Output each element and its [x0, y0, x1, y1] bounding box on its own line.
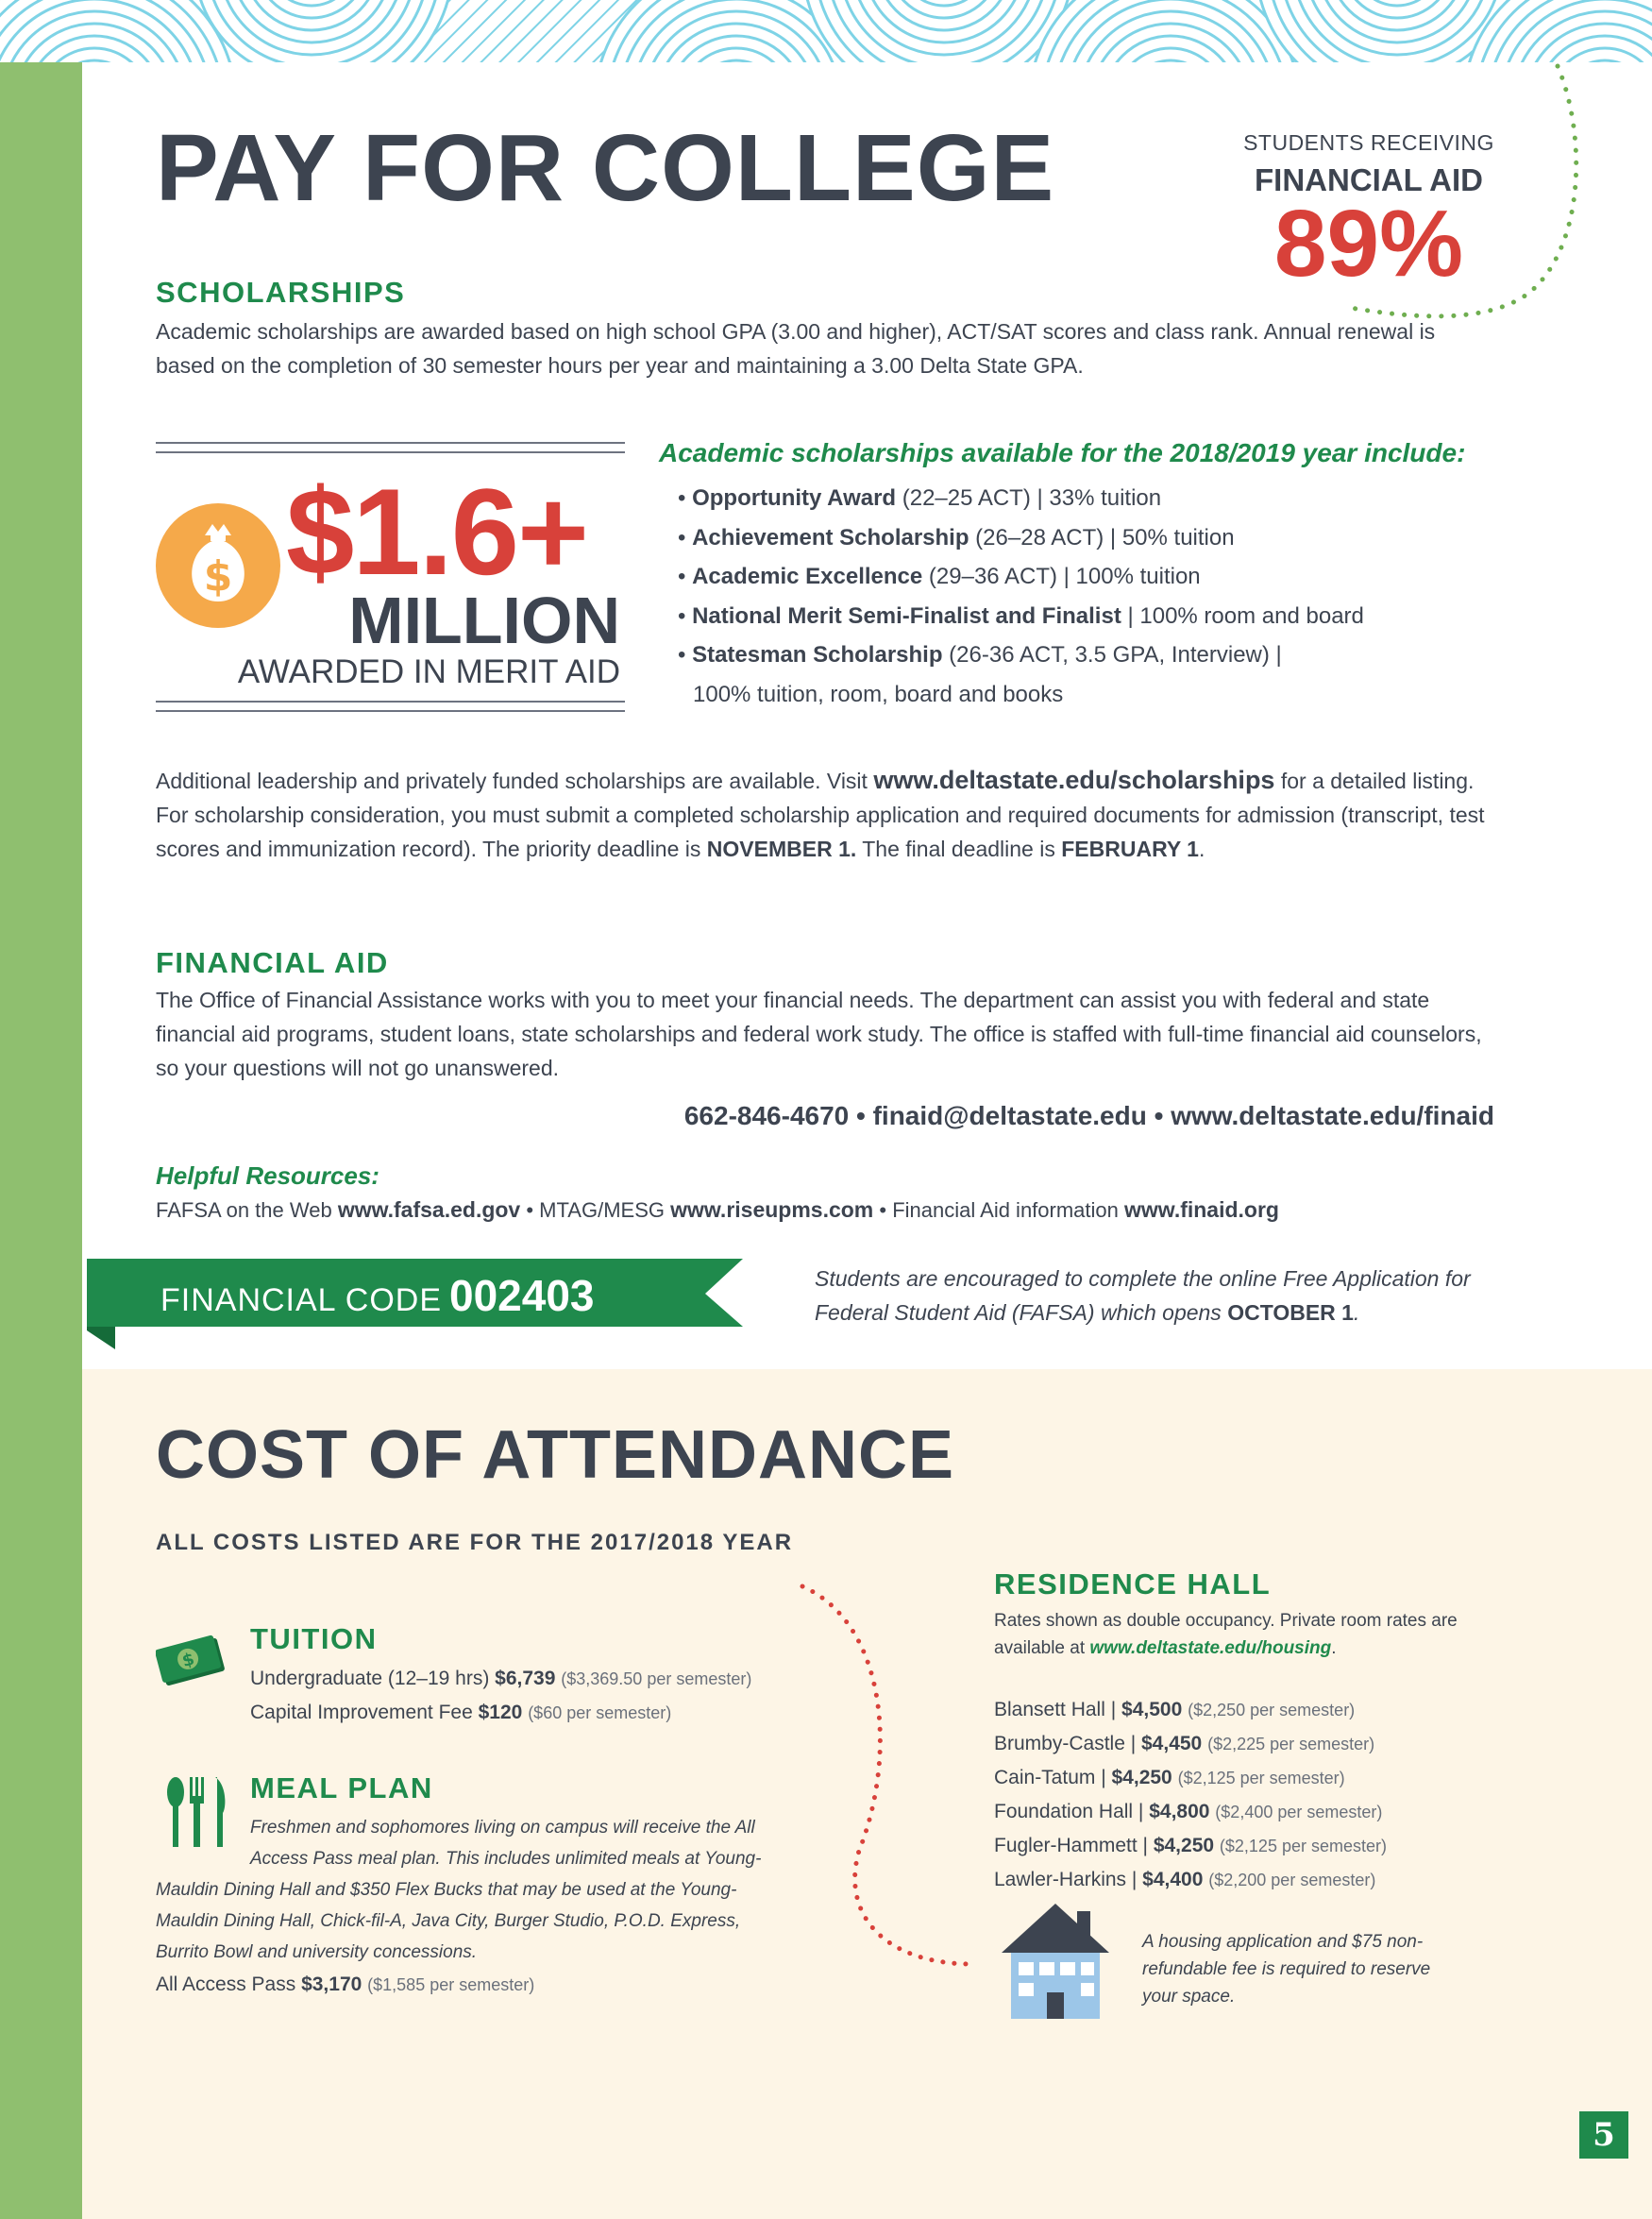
meal-plan-description: Freshmen and sophomores living on campus will receive the All Access Pass meal plan. This includes unlimited meals at Young- Mauldin Dining Hall and $350 Flex Bucks that may be used at the Young- Mauldin Dining Hall, Chick-fil-A, Java City, Burger Studio, P.O.D. Express, Burrito Bowl and university concessions.: [156, 1818, 762, 1962]
list-item: Fugler-Hammett | $4,250 ($2,125 per semester): [994, 1835, 1387, 1856]
scholarships-body: Academic scholarships are awarded based on high school GPA (3.00 and higher), ACT/SAT scores and class rank. Annual renewal is based on the completion of 30 semester hours per year and maintaining a 3.00 Delta State GPA.: [156, 319, 1436, 378]
fafsa-note: Students are encouraged to complete the online Free Application for Federal Student Aid (FAFSA) which opens OCTOBER 1.: [815, 1266, 1471, 1325]
residence-note: Rates shown as double occupancy. Private room rates are available at www.deltastate.edu/housing.: [994, 1611, 1458, 1658]
list-item: • Academic Excellence (29–36 ACT) | 100% tuition: [678, 564, 1201, 589]
additional-scholarships-text: Additional leadership and privately funded scholarships are available. Visit www.deltastate.edu/scholarships for a detailed listing. For scholarship consideration, you must submit a completed scholarship application and required documents for admission (transcript, test scores and immunization record). The priority deadline is NOVEMBER 1. The final deadline is FEBRUARY 1.: [156, 766, 1485, 861]
page-title: PAY FOR COLLEGE: [156, 115, 1055, 221]
list-item: • Opportunity Award (22–25 ACT) | 33% tuition: [678, 485, 1162, 511]
tuition-capital-fee: Capital Improvement Fee $120 ($60 per semester): [250, 1702, 672, 1723]
scholarships-link[interactable]: www.deltastate.edu/scholarships: [873, 766, 1275, 794]
stat-value: 89%: [1273, 191, 1464, 296]
list-item: • Achievement Scholarship (26–28 ACT) | 50% tuition: [678, 524, 1235, 551]
merit-caption: AWARDED IN MERIT AID: [237, 653, 620, 690]
financial-aid-heading: FINANCIAL AID: [156, 946, 389, 979]
cost-of-attendance-title: COST OF ATTENDANCE: [156, 1417, 954, 1493]
merit-amount: $1.6+: [286, 463, 587, 601]
list-item: Lawler-Harkins | $4,400 ($2,200 per semester): [994, 1869, 1376, 1890]
top-wave-pattern: [0, 0, 1652, 62]
list-item-continuation: 100% tuition, room, board and books: [693, 681, 1064, 707]
scholarship-list: [678, 479, 1364, 714]
side-bar: [0, 0, 82, 2219]
scholarship-list-title: Academic scholarships available for the 2018/2019 year include:: [659, 438, 1466, 467]
riseupms-link[interactable]: www.riseupms.com: [670, 1197, 874, 1222]
page-number: 5: [1579, 2111, 1628, 2159]
financial-aid-body: The Office of Financial Assistance works with you to meet your financial needs. The department can assist you with federal and state financial aid programs, student loans, state scholarships and federal work study. The office is staffed with full-time financial aid counselors, so your questions will not go unanswered.: [156, 988, 1482, 1080]
list-item: Brumby-Castle | $4,450 ($2,225 per semester): [994, 1733, 1375, 1754]
rule-bottom: [156, 710, 625, 712]
tuition-undergrad: Undergraduate (12–19 hrs) $6,739 ($3,369.50 per semester): [250, 1668, 752, 1689]
financial-code-label: FINANCIAL CODE: [160, 1282, 443, 1318]
list-item: Cain-Tatum | $4,250 ($2,125 per semester): [994, 1767, 1345, 1788]
house-icon: [998, 1900, 1113, 2019]
svg-text:$: $: [179, 1649, 197, 1672]
rule-top: [156, 442, 625, 444]
merit-aid-callout: [156, 442, 625, 714]
meal-plan-heading: MEAL PLAN: [250, 1771, 433, 1804]
fafsa-link[interactable]: www.fafsa.ed.gov: [337, 1197, 521, 1222]
resources-line: FAFSA on the Web www.fafsa.ed.gov • MTAG/MESG www.riseupms.com • Financial Aid information www.finaid.org: [156, 1197, 1279, 1222]
financial-aid-contact[interactable]: 662-846-4670 • finaid@deltastate.edu • www.deltastate.edu/finaid: [683, 1101, 1494, 1130]
resources-heading: Helpful Resources:: [156, 1161, 379, 1190]
list-item: • Statesman Scholarship (26-36 ACT, 3.5 GPA, Interview) |: [678, 642, 1282, 668]
svg-text:$: $: [203, 552, 233, 601]
meal-plan-pass: All Access Pass $3,170 ($1,585 per semester): [156, 1973, 535, 1995]
tuition-heading: TUITION: [250, 1622, 378, 1655]
cost-of-attendance-subtitle: ALL COSTS LISTED ARE FOR THE 2017/2018 YEAR: [156, 1530, 794, 1555]
list-item: Blansett Hall | $4,500 ($2,250 per semester): [994, 1699, 1356, 1720]
finaid-link[interactable]: www.finaid.org: [1124, 1197, 1279, 1222]
stat-label-line2: FINANCIAL AID: [1255, 162, 1483, 197]
financial-code-value: 002403: [449, 1271, 595, 1320]
housing-link[interactable]: www.deltastate.edu/housing: [1089, 1638, 1332, 1658]
residence-hall-list: [994, 1693, 1387, 1897]
residence-hall-heading: RESIDENCE HALL: [994, 1567, 1272, 1601]
rule-bottom-inner: [156, 701, 625, 703]
scholarships-heading: SCHOLARSHIPS: [156, 276, 406, 309]
dotted-arc-decoration: [784, 1567, 1001, 1983]
merit-unit: MILLION: [348, 584, 620, 657]
cash-icon: [156, 1632, 228, 1692]
list-item: • National Merit Semi-Finalist and Finalist | 100% room and board: [678, 602, 1364, 629]
stat-label-line1: STUDENTS RECEIVING: [1243, 130, 1494, 155]
financial-code: [76, 1265, 595, 1326]
housing-application-note: A housing application and $75 non-refundable fee is required to reserve your space.: [1142, 1932, 1431, 2007]
list-item: Foundation Hall | $4,800 ($2,400 per semester): [994, 1801, 1383, 1822]
rule-top-inner: [156, 451, 625, 453]
